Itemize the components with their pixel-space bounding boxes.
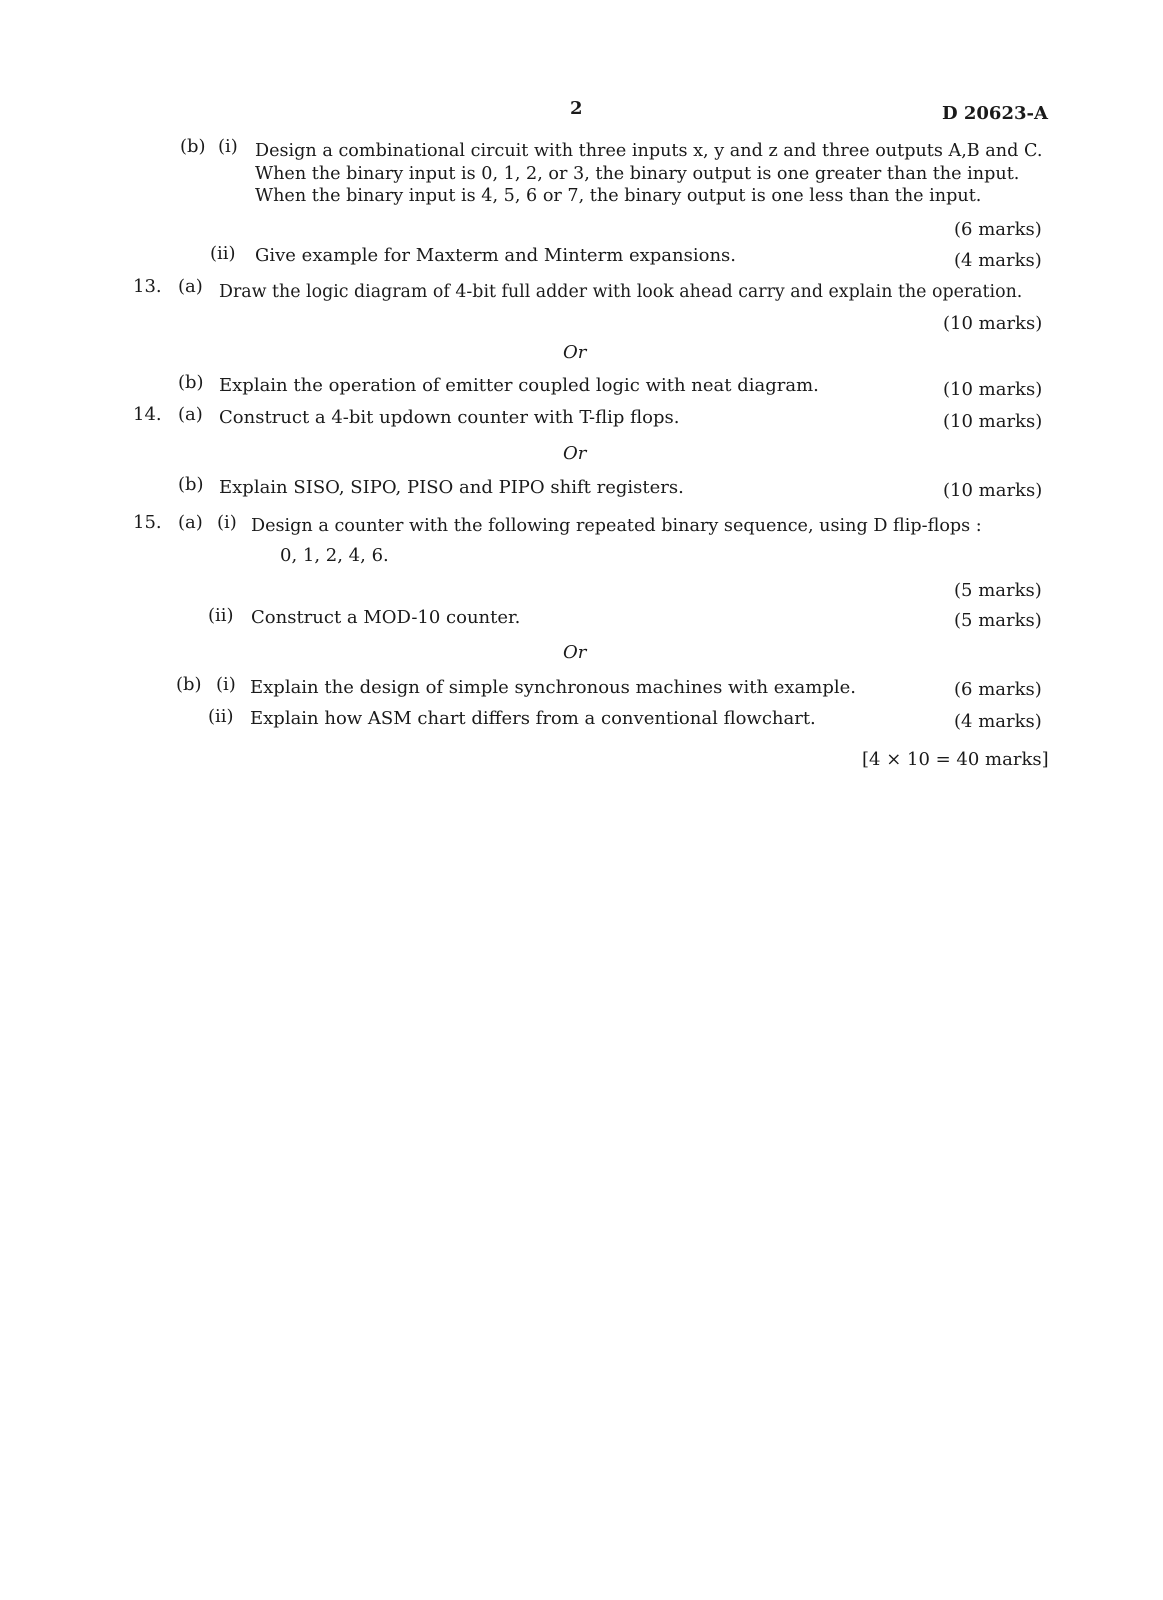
q12b-label-b: (b) <box>180 136 206 157</box>
q15-label-b: (b) <box>176 674 202 695</box>
q15-label-b-i: (i) <box>216 674 236 695</box>
q12b-label-i: (i) <box>218 136 238 157</box>
q13-label-a: (a) <box>178 276 203 297</box>
q12b-text-line2: When the binary input is 0, 1, 2, or 3, the binary output is one greater than the input. <box>255 164 1020 184</box>
q12b-label-ii: (ii) <box>210 243 236 264</box>
q15-label-a: (a) <box>178 512 203 533</box>
q13-text-a: Draw the logic diagram of 4-bit full adder with look ahead carry and explain the operation. <box>219 282 1023 302</box>
q13-text-b: Explain the operation of emitter coupled logic with neat diagram. <box>219 375 819 396</box>
q13-number: 13. <box>133 276 162 297</box>
q13-marks-a: (10 marks) <box>943 313 1043 334</box>
q13-or: Or <box>563 342 587 363</box>
total-marks: [4 × 10 = 40 marks] <box>862 749 1049 770</box>
q15-marks-a-ii: (5 marks) <box>954 610 1042 631</box>
paper-code: D 20623-A <box>942 103 1048 124</box>
q15-label-a-ii: (ii) <box>208 605 234 626</box>
q15-text-a-ii: Construct a MOD-10 counter. <box>251 607 521 628</box>
q15-text-a-i: Design a counter with the following repeated binary sequence, using D flip-flops : <box>251 516 982 536</box>
q12b-text-line1: Design a combinational circuit with three inputs x, y and z and three outputs A,B and C. <box>255 141 1043 161</box>
q15-text-b-i: Explain the design of simple synchronous machines with example. <box>250 677 857 698</box>
q14-label-b: (b) <box>178 474 204 495</box>
q15-number: 15. <box>133 512 162 533</box>
q13-marks-b: (10 marks) <box>943 379 1043 400</box>
q15-label-b-ii: (ii) <box>208 706 234 727</box>
q14-or: Or <box>563 443 587 464</box>
q15-marks-b-i: (6 marks) <box>954 679 1042 700</box>
q15-sequence: 0, 1, 2, 4, 6. <box>280 545 389 566</box>
q14-text-a: Construct a 4-bit updown counter with T-flip flops. <box>219 407 680 428</box>
q12b-marks-ii: (4 marks) <box>954 250 1042 271</box>
q12b-text-line3: When the binary input is 4, 5, 6 or 7, the binary output is one less than the input. <box>255 186 982 206</box>
q15-text-b-ii: Explain how ASM chart differs from a conventional flowchart. <box>250 708 816 729</box>
page-number: 2 <box>570 98 583 119</box>
q14-label-a: (a) <box>178 404 203 425</box>
q15-marks-b-ii: (4 marks) <box>954 711 1042 732</box>
q14-marks-a: (10 marks) <box>943 411 1043 432</box>
q15-or: Or <box>563 642 587 663</box>
q12b-text-ii: Give example for Maxterm and Minterm expansions. <box>255 245 737 266</box>
q13-label-b: (b) <box>178 372 204 393</box>
q12b-marks-i: (6 marks) <box>954 219 1042 240</box>
q14-marks-b: (10 marks) <box>943 480 1043 501</box>
q15-marks-a-i: (5 marks) <box>954 580 1042 601</box>
q14-number: 14. <box>133 404 162 425</box>
q14-text-b: Explain SISO, SIPO, PISO and PIPO shift registers. <box>219 477 684 498</box>
q15-label-a-i: (i) <box>217 512 237 533</box>
